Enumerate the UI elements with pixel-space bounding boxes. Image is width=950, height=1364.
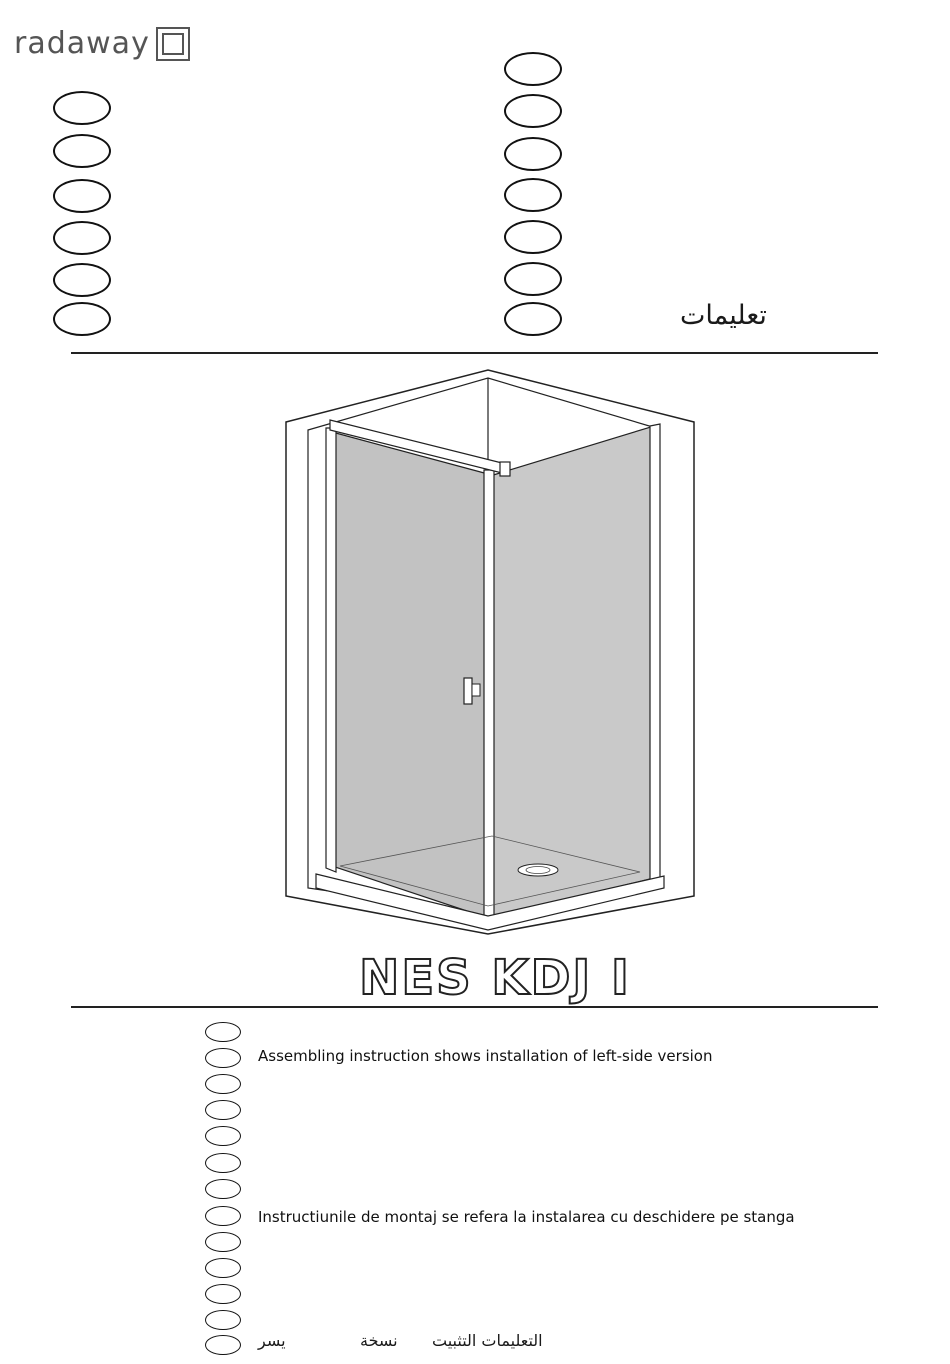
language-flag-oval — [53, 302, 111, 336]
language-flag-oval — [205, 1258, 241, 1278]
language-flag-oval — [504, 262, 562, 296]
language-flag-oval — [205, 1335, 241, 1355]
language-flag-oval — [53, 221, 111, 255]
arabic-word-left: يسر — [258, 1331, 286, 1350]
language-flag-oval — [205, 1310, 241, 1330]
language-flag-oval — [205, 1206, 241, 1226]
language-flag-oval — [53, 134, 111, 168]
arabic-title: تعليمات — [680, 300, 767, 331]
arabic-word-middle: نسخة — [360, 1331, 398, 1350]
brand-logo — [14, 24, 190, 64]
language-flag-oval — [205, 1179, 241, 1199]
language-flag-oval — [504, 94, 562, 128]
shower-enclosure-illustration — [280, 366, 700, 940]
language-flag-oval — [205, 1074, 241, 1094]
brand-logo-mark-icon — [156, 27, 190, 61]
language-flag-oval — [504, 52, 562, 86]
language-flag-oval — [53, 263, 111, 297]
language-flag-oval — [53, 91, 111, 125]
language-flag-oval — [504, 220, 562, 254]
language-flag-oval — [504, 178, 562, 212]
language-flag-oval — [504, 302, 562, 336]
note-english: Assembling instruction shows installation of left-side version — [258, 1047, 713, 1065]
language-flag-oval — [205, 1126, 241, 1146]
language-flag-oval — [205, 1232, 241, 1252]
product-title: NES KDJ I — [359, 950, 631, 1006]
language-flag-oval — [504, 137, 562, 171]
note-romanian: Instructiunile de montaj se refera la instalarea cu deschidere pe stanga — [258, 1208, 795, 1226]
language-flag-oval — [205, 1022, 241, 1042]
language-flag-oval — [205, 1153, 241, 1173]
language-flag-oval — [205, 1284, 241, 1304]
arabic-word-right: التعليمات التثبيت — [432, 1331, 543, 1350]
language-flag-oval — [205, 1100, 241, 1120]
language-flag-oval — [205, 1048, 241, 1068]
top-divider — [71, 352, 878, 354]
language-flag-oval — [53, 179, 111, 213]
brand-logo-text: radaway — [14, 26, 150, 61]
bottom-divider — [71, 1006, 878, 1008]
